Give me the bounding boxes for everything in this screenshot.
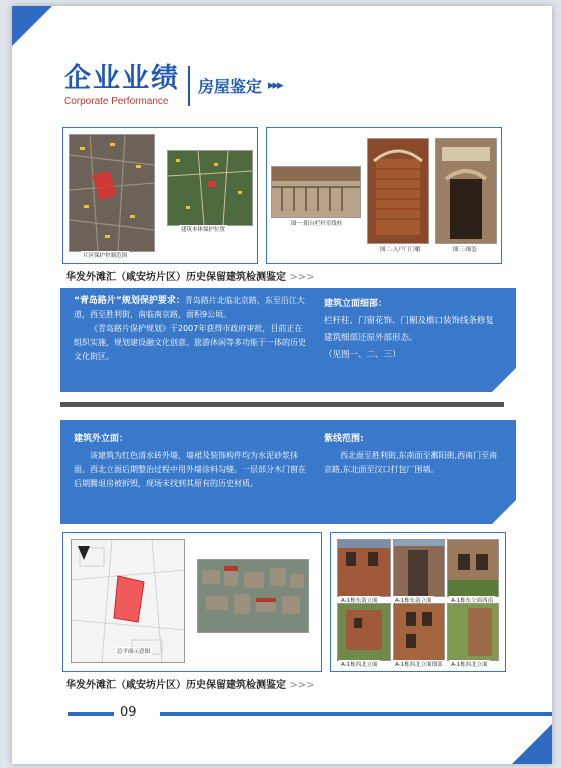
page-title: 企业业绩 [64,63,180,94]
panel-right-column [324,432,502,477]
chevron-right-icon: >>> [289,272,315,283]
photo-facade-5 [393,603,445,661]
map-caption-building-location: 建筑本体保护位置 [181,227,226,233]
planning-requirement-text: 青岛路片北临北京路，东至沿江大道，西至胜利街，南临南京路，面积9公顷。 [74,296,305,319]
footer-bar-right [160,712,552,716]
panel-right-column [324,296,502,364]
photo-box-site-plan [62,532,322,672]
section-separator [60,402,504,407]
section-subtitle: 房屋鉴定 [198,77,263,96]
exterior-facade-text: 该建筑为红色清水砖外墙，墙裙及装饰构件均为水泥砂浆抹面。西北立面后期整治过程中用外墙涂料勾缝。一层部分木门窗在后期腾退房被拆毁，现场未找到其原有的历史材质。 [74,451,306,488]
project-caption-text: 华发外滩汇（咸安坊片区）历史保留建筑检测鉴定 [66,680,286,691]
facade-details-text: 栏杆柱、门窗花饰、门楣及檐口装饰线条修复建筑细部还原外部形态。 [324,316,495,343]
caption-facade-2: A-1栋东南立面 [395,598,432,604]
photo-facade-6 [447,603,499,661]
site-plan-caption: 总平面示意图 [117,649,151,655]
photo-facade-2 [393,539,445,597]
photo-balcony-railing [271,166,361,218]
planning-requirement-heading: “青岛路片”规划保护要求： [74,296,185,306]
page-number: 09 [120,705,137,720]
planning-history-text: 《青岛路片保护规划》于2007年获得市政府审批，目前正在组织实施，规划建设融文化创意、旅游休闲等多功能于一体的历史文化街区。 [74,324,306,361]
facade-details-heading: 建筑立面细部： [324,299,388,309]
map-caption-protection-range: 片区保护控制范围 [83,253,128,259]
corner-decoration-top-left [12,6,52,46]
map-image-protection-range [69,134,155,252]
caption-facade-3: A-1栋东立面西南 [451,598,494,604]
caption-entrance-gate: 图二:入户门门楣 [380,247,421,253]
project-caption-top [66,268,315,283]
chevron-right-icon: >>> [289,680,315,691]
page-header [64,64,282,107]
project-caption-bottom [66,676,315,691]
photo-molding [435,138,497,244]
caption-facade-5: A-1栋西北立面细部 [395,662,443,668]
exterior-facade-heading: 建筑外立面： [74,434,129,444]
site-plan-image [71,539,185,663]
page [12,6,552,764]
triple-arrow-icon: ▸▸▸ [268,78,282,93]
facade-details-reference: （见图一、二、三） [324,350,401,360]
info-panel-planning [60,288,516,392]
photo-box-details-top [266,127,502,264]
header-divider [188,66,190,106]
caption-molding: 图三:细套 [453,247,477,253]
boundary-heading: 紫线范围: [324,434,364,444]
panel-corner-cut [492,500,516,524]
photo-facade-3 [447,539,499,597]
corner-decoration-bottom-right [512,724,552,764]
photo-box-maps-top [62,127,258,264]
info-panel-facade [60,420,516,524]
photo-entrance-gate [367,138,429,244]
map-image-building-location [167,150,253,226]
panel-left-column [74,432,306,491]
panel-left-column [74,294,306,364]
photo-facade-north-east [337,539,391,597]
photo-facade-4 [337,603,391,661]
caption-facade-4: A-1栋西北立面 [341,662,378,668]
caption-facade-6: A-1栋西北立面 [451,662,488,668]
photo-box-facades [330,532,506,672]
panel-corner-cut [492,368,516,392]
caption-facade-1: A-1栋东南立面 [341,598,378,604]
page-title-en: Corporate Performance [64,96,169,107]
aerial-photo [197,559,309,633]
project-caption-text: 华发外滩汇（咸安坊片区）历史保留建筑检测鉴定 [66,272,286,283]
boundary-text: 西北面至胜利街,东南面至鄱阳街,西南门至南京路,东北面至汉口打包厂围墙。 [324,451,498,474]
caption-balcony-railing: 图一:阳台栏杆室线柱 [291,221,343,227]
footer-bar-left [68,712,114,716]
